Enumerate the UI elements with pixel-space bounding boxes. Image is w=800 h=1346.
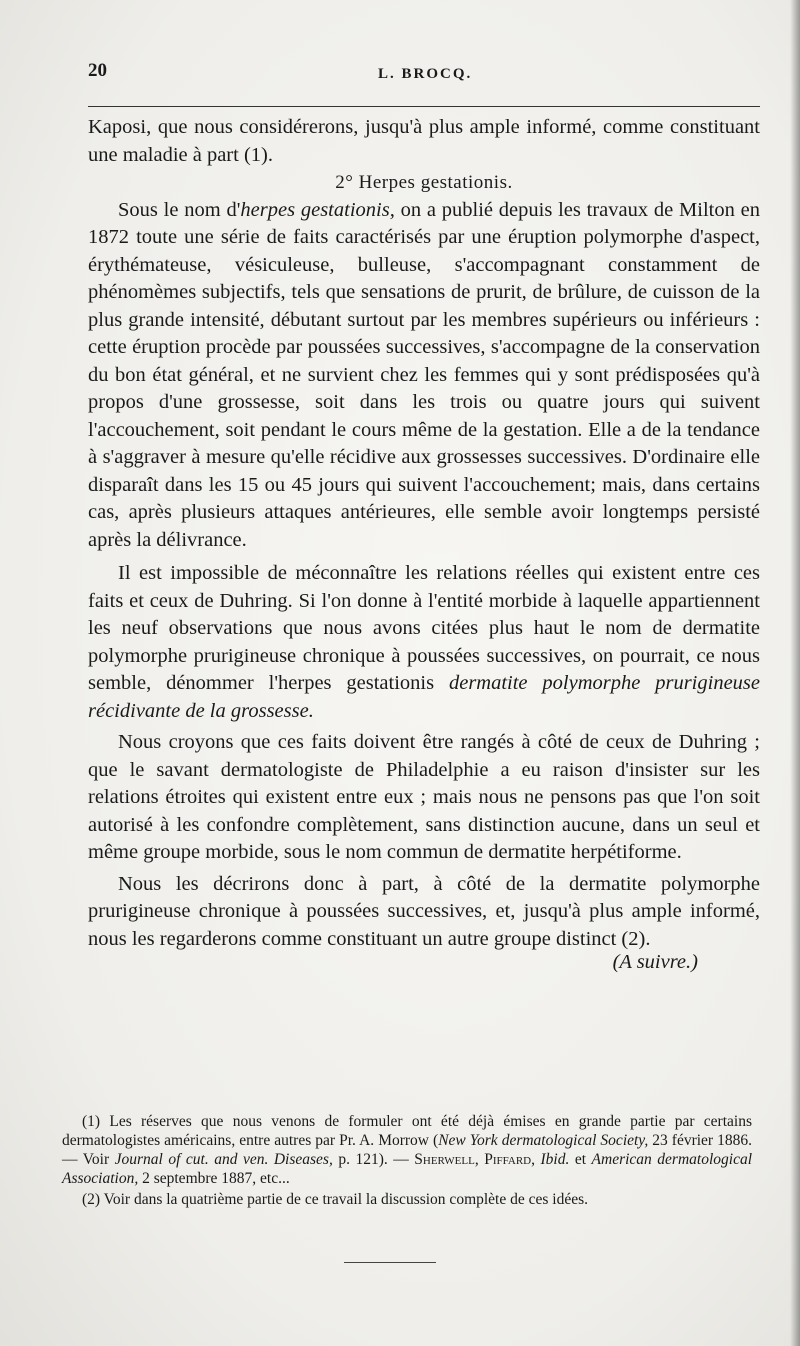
- header-rule: [88, 106, 760, 107]
- paragraph-relations: Il est impossible de méconnaître les relations réelles qui existent entre ces faits et ceux de Duhring. Si l'on donne à l'entité morbide à laquelle appartiennent les neuf observations que nous avons citées plus haut le nom de dermatite polymorphe prurigineuse chronique à poussées successives, on pourrait, ce nous semble, dénommer l'herpes gestationis dermatite polymorphe prurigineuse récidivante de la grossesse.: [88, 562, 760, 722]
- term-dermatite-recidivante: dermatite polymorphe prurigineuse récidivante de la grossesse.: [88, 672, 760, 722]
- paragraph-herpes-description: Sous le nom d'herpes gestationis, on a publié depuis les travaux de Milton en 1872 toute une série de faits caractérisés par une éruption polymorphe d'aspect, érythémateuse, vésiculeuse, bulleuse, s'accompagnant constamment de phénomèmes subjectifs, tels que sensations de prurit, de brûlure, de cuisson de la plus grande intensité, débutant surtout par les membres supérieurs ou inférieurs : cette éruption procède par poussées successives, s'accompagne de la conservation du bon état général, et ne survient chez les femmes qui y sont prédisposées qu'à propos d'une grossesse, soit dans les trois ou quatre jours qui suivent l'accouchement, soit pendant le cours même de la gestation. Elle a de la tendance à s'aggraver à mesure qu'elle récidive aux grossesses successives. D'ordinaire elle disparaît dans les 15 ou 45 jours qui suivent l'accouchement; mais, dans certains cas, après plusieurs attaques antérieures, elle semble avoir longtemps persisté après la délivrance.: [88, 198, 760, 551]
- paragraph-duhring: Nous croyons que ces faits doivent être rangés à côté de ceux de Duhring ; que le savant dermatologiste de Philadelphie a eu raison d'insister sur les relations étroites qui existent entre eux ; mais nous ne pensons pas que l'on soit autorisé à les confondre complètement, sans distinction aucune, dans un seul et même groupe morbide, sous le nom commun de dermatite herpétiforme.: [88, 731, 760, 863]
- body-text: [88, 114, 760, 977]
- intro-paragraph: Kaposi, que nous considérerons, jusqu'à plus ample informé, comme constituant une maladie à part (1).: [88, 116, 760, 166]
- page-header: [88, 60, 760, 90]
- bottom-rule: [344, 1262, 436, 1263]
- page-number: 20: [88, 60, 107, 81]
- footnote-2: (2) Voir dans la quatrième partie de ce travail la discussion complète de ces idées.: [82, 1191, 589, 1208]
- section-heading: 2° Herpes gestationis.: [335, 172, 513, 193]
- page-edge-shadow: [790, 0, 800, 1346]
- paragraph-conclusion: Nous les décrirons donc à part, à côté de la dermatite polymorphe prurigineuse chronique à poussées successives, et, jusqu'à plus ample informé, nous les regarderons comme constituant un autre groupe distinct (2).: [88, 872, 760, 950]
- running-head: L. BROCQ.: [378, 66, 473, 82]
- a-suivre-note: (A suivre.): [612, 951, 698, 973]
- footnotes: [62, 1112, 752, 1211]
- term-herpes-gestationis: herpes gestationis,: [240, 198, 395, 221]
- footnote-1: (1) Les réserves que nous venons de formuler ont été déjà émises en grande partie par certains dermatologistes américains, entre autres par Pr. A. Morrow (New York dermatological Society, 23 février 1886. — Voir Journal of cut. and ven. Diseases, p. 121). — Sherwell, Piffard, Ibid. et American dermatological Association, 2 septembre 1887, etc...: [62, 1113, 753, 1187]
